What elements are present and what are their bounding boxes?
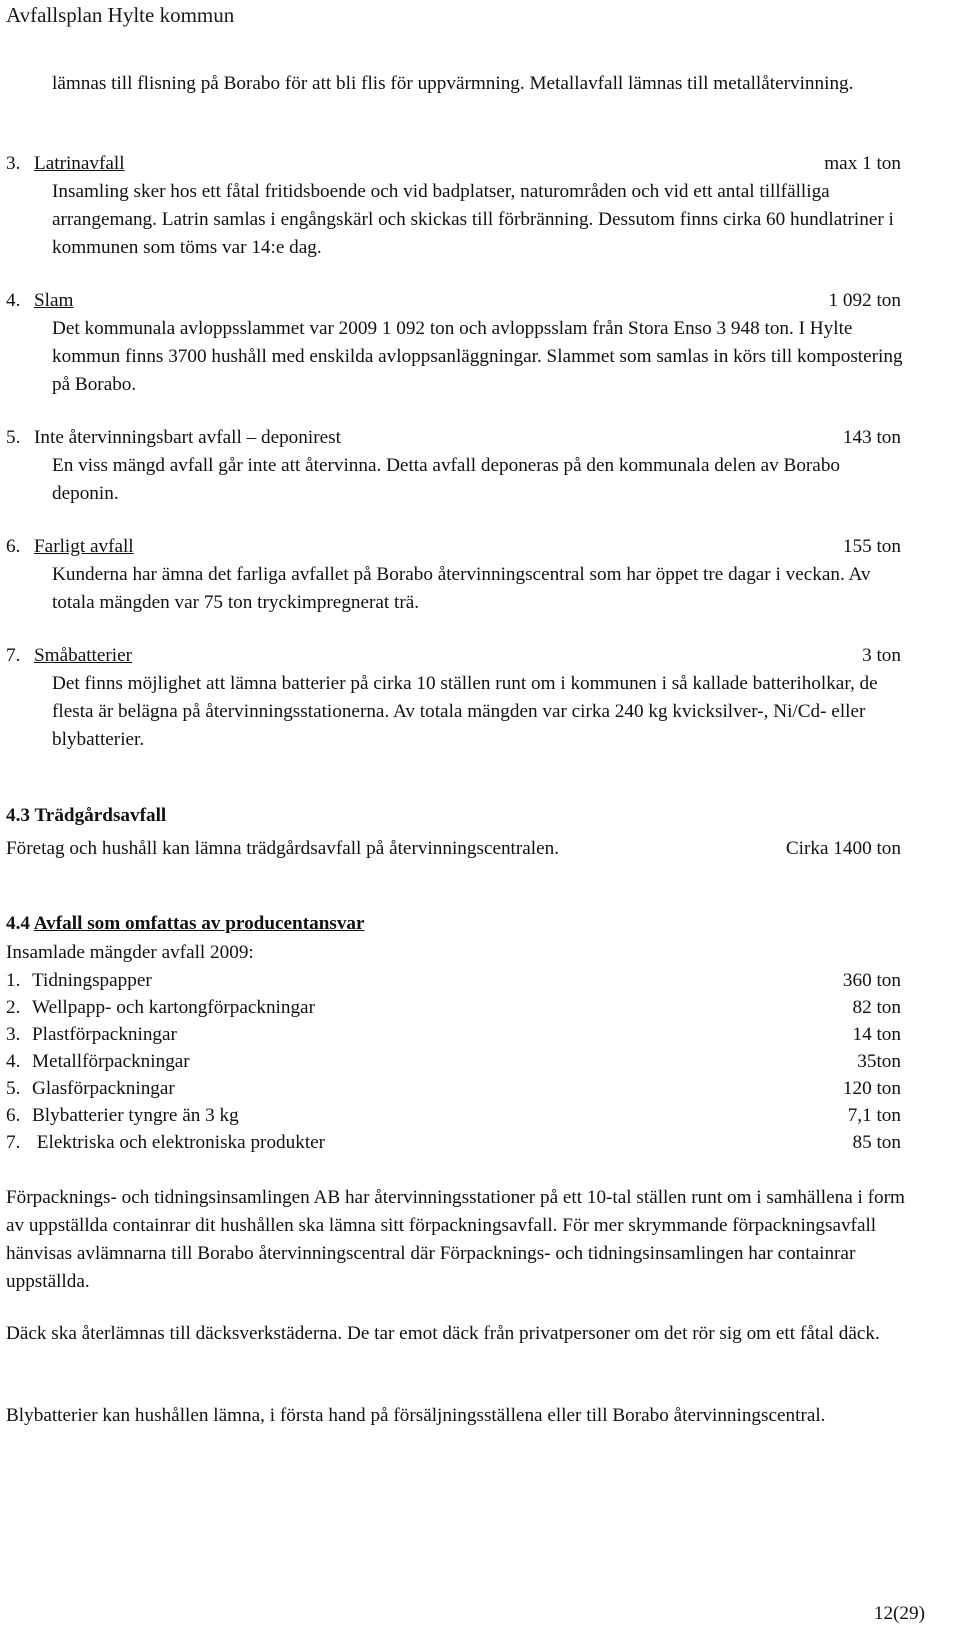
list-item-number: 5. [6,1078,21,1099]
section-4-3-heading [6,802,166,830]
list-item-amount: 7,1 ton [847,1105,901,1126]
item-number: 4. [6,290,21,311]
item-amount: 3 ton [862,645,901,666]
list-item-label: Wellpapp- och kartongförpackningar [32,997,315,1018]
item-title: Latrinavfall [34,153,125,174]
section-4-3-amount: Cirka 1400 ton [785,838,901,859]
item-title: Farligt avfall [34,536,134,557]
section-4-3-text-row [6,835,901,863]
item-latrinavfall-heading [6,150,901,178]
list-item-label: Glasförpackningar [32,1078,175,1099]
list-item-amount: 360 ton [842,970,901,991]
list-item-number: 7. [6,1132,21,1153]
list-item [6,967,901,995]
item-amount: 143 ton [842,427,901,448]
item-title: Inte återvinningsbart avfall – deponirest [34,427,341,448]
list-item [6,1075,901,1103]
item-title: Slam [34,290,74,311]
list-item-amount: 85 ton [852,1132,901,1153]
item-number: 7. [6,645,21,666]
section-4-4-subtitle: Insamlade mängder avfall 2009: [6,942,254,963]
list-item-number: 6. [6,1105,21,1126]
list-item [6,1102,901,1130]
intro-paragraph: lämnas till flisning på Borabo för att bli flis för uppvärmning. Metallavfall lämnas till metallåtervinning. [52,73,854,94]
list-item-number: 3. [6,1024,21,1045]
section-number: 4.3 [6,805,30,826]
list-item-number: 2. [6,997,21,1018]
section-title: Avfall som omfattas av producentansvar [33,913,365,934]
item-amount: 1 092 ton [828,290,901,311]
page-number: 12(29) [873,1603,925,1624]
list-item-amount: 35ton [857,1051,901,1072]
item-farligt-avfall-heading [6,533,901,561]
list-item-number: 4. [6,1051,21,1072]
item-number: 5. [6,427,21,448]
item-deponirest-heading [6,424,901,452]
item-farligt-avfall-body: Kunderna har ämna det farliga avfallet på Borabo återvinningscentral som har öppet tre dagar i veckan. Av totala mängden var 75 ton tryckimpregnerat trä. [52,564,871,613]
item-latrinavfall-body: Insamling sker hos ett fåtal fritidsboende och vid badplatser, naturområden och vid ett antal tillfälliga arrangemang. Latrin samlas i engångskärl och skickas till förbränning. Dessutom finns cirka 60 hundlatriner i kommunen som töms var 14:e dag. [52,181,894,258]
item-deponirest-body: En viss mängd avfall går inte att återvinna. Detta avfall deponeras på den kommunala delen av Borabo deponin. [52,455,841,504]
section-4-4-heading [6,910,365,938]
item-number: 6. [6,536,21,557]
list-item-label: Metallförpackningar [32,1051,190,1072]
item-number: 3. [6,153,21,174]
list-item-label: Elektriska och elektroniska produkter [32,1132,326,1153]
dack-paragraph: Däck ska återlämnas till däcksverkstäderna. De tar emot däck från privatpersoner om det rör sig om ett fåtal däck. [6,1323,880,1344]
section-title: Trädgårdsavfall [34,805,167,826]
list-item-label: Plastförpackningar [32,1024,177,1045]
item-slam-heading [6,287,901,315]
blybatterier-paragraph: Blybatterier kan hushållen lämna, i första hand på försäljningsställena eller till Borabo återvinningscentral. [6,1405,826,1426]
list-item [6,1129,901,1157]
document-header: Avfallsplan Hylte kommun [6,3,235,27]
list-item-amount: 82 ton [852,997,901,1018]
list-item-label: Blybatterier tyngre än 3 kg [32,1105,239,1126]
item-slam-body: Det kommunala avloppsslammet var 2009 1 092 ton och avloppsslam från Stora Enso 3 948 ton. I Hylte kommun finns 3700 hushåll med enskilda avloppsanläggningar. Slammet som samlas in körs till kompostering på Borabo. [52,318,903,395]
item-amount: 155 ton [842,536,901,557]
producentansvar-paragraph: Förpacknings- och tidningsinsamlingen AB har återvinningsstationer på ett 10-tal ställen runt om i samhällena i form av uppställda containrar dit hushållen ska lämna sitt förpackningsavfall. För mer skrymmande förpackningsavfall hänvisas avlämnarna till Borabo återvinningscentral där Förpacknings- och tidningsinsamlingen har containrar uppställda. [6,1187,905,1292]
section-4-3-text: Företag och hushåll kan lämna trädgårdsavfall på återvinningscentralen. [6,838,560,859]
section-number: 4.4 [6,913,30,934]
item-smabatterier-heading [6,642,901,670]
list-item [6,1021,901,1049]
item-title: Småbatterier [34,645,133,666]
list-item-amount: 120 ton [842,1078,901,1099]
list-item [6,994,901,1022]
list-item-number: 1. [6,970,21,991]
list-item-label: Tidningspapper [32,970,152,991]
item-smabatterier-body: Det finns möjlighet att lämna batterier på cirka 10 ställen runt om i kommunen i så kallade batteriholkar, de flesta är belägna på återvinningsstationerna. Av totala mängden var cirka 240 kg kvicksilver-, Ni/Cd- eller blybatterier. [52,673,878,750]
item-amount: max 1 ton [824,153,901,174]
list-item [6,1048,901,1076]
list-item-amount: 14 ton [852,1024,901,1045]
